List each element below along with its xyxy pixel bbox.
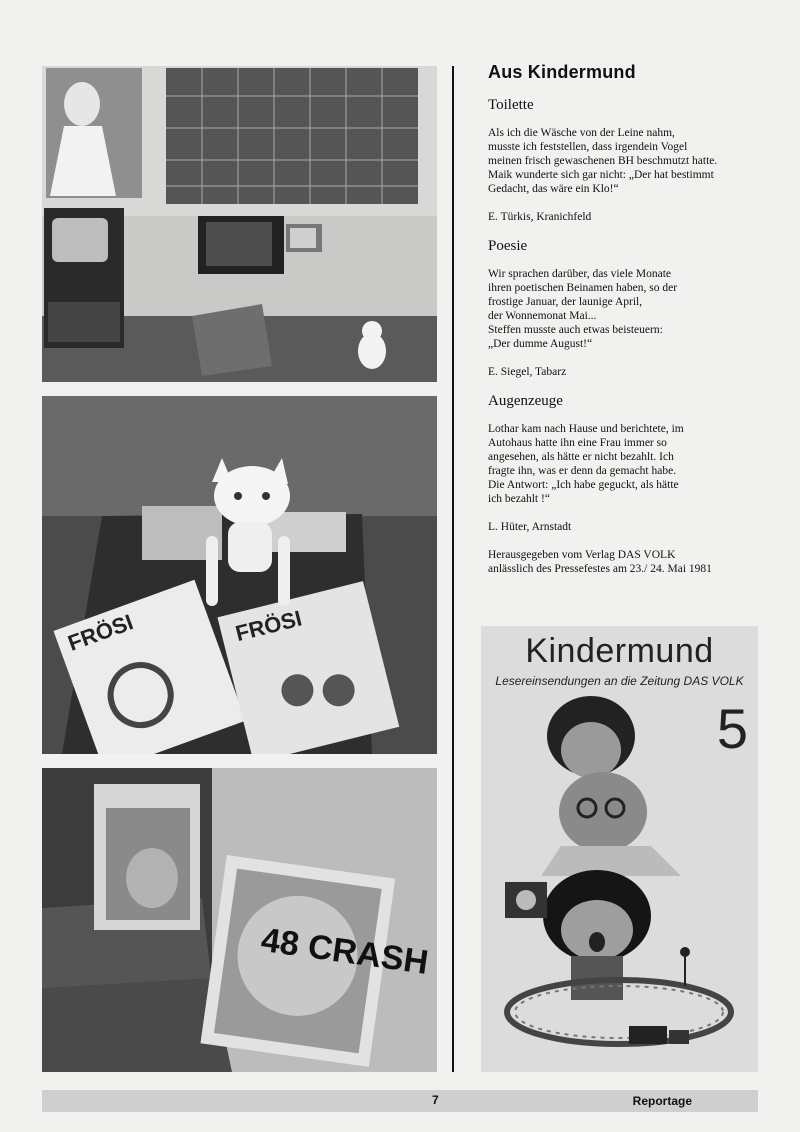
magazine-2-title: FRÖSI	[232, 605, 305, 647]
section-text-poesie: Wir sprachen darüber, das viele Monate ihren poetischen Beinamen haben, so der frostige Januar, der launige April, der Wonnemonat Mai... Steffen musste auch etwas beisteuern: „Der dumme August!“	[488, 268, 678, 350]
books-stairs-illustration	[42, 768, 437, 1072]
section-text-augenzeuge: Lothar kam nach Hause und berichtete, im Autohaus hatte ihn eine Frau immer so angesehen, als hätte er nicht bezahlt. Ich fragte ihn, was er denn da gemacht habe. Die Antwort: „Ich habe geguckt, als hätte ich bezahlt !“	[488, 423, 684, 505]
section-text-toilette: Als ich die Wäsche von der Leine nahm, musste ich feststellen, dass irgendein Vogel meinen frisch gewaschenen BH beschmutzt hatte. Maik wunderte sich gar nicht: „Der hat bestimmt Gedacht, das wäre ein Klo!“	[488, 127, 718, 195]
page-footer	[42, 1090, 758, 1112]
cover-title: Kindermund	[525, 632, 714, 670]
photo-toy-cat-magazines	[42, 396, 437, 754]
section-heading-toilette: Toilette	[488, 97, 534, 113]
section-heading-augenzeuge: Augenzeuge	[488, 393, 563, 409]
cover-subtitle: Lesereinsendungen an die Zeitung DAS VOLK	[495, 674, 744, 688]
section-name: Reportage	[632, 1094, 692, 1108]
kindermund-cover	[481, 626, 758, 1072]
section-heading-poesie: Poesie	[488, 238, 528, 254]
photo-books-stairs	[42, 768, 437, 1072]
article-title: Aus Kindermund	[488, 62, 636, 82]
cover-number: 5	[716, 697, 748, 760]
record-title: 48 CRASH	[258, 920, 431, 982]
magazine-1-title: FRÖSI	[64, 609, 137, 656]
page-number: 7	[432, 1093, 439, 1107]
section-author-toilette: E. Türkis, Kranichfeld	[488, 211, 592, 223]
toy-cat-illustration	[42, 396, 437, 754]
photo-living-room	[42, 66, 437, 382]
section-author-augenzeuge: L. Hüter, Arnstadt	[488, 521, 572, 533]
publisher-note: Herausgegeben vom Verlag DAS VOLK anlässlich des Pressefestes am 23./ 24. Mai 1981	[488, 549, 712, 575]
article	[488, 62, 768, 590]
living-room-illustration	[42, 66, 437, 382]
section-author-poesie: E. Siegel, Tabarz	[488, 366, 567, 378]
cover-illustration	[481, 626, 758, 1072]
column-divider	[452, 66, 454, 1072]
